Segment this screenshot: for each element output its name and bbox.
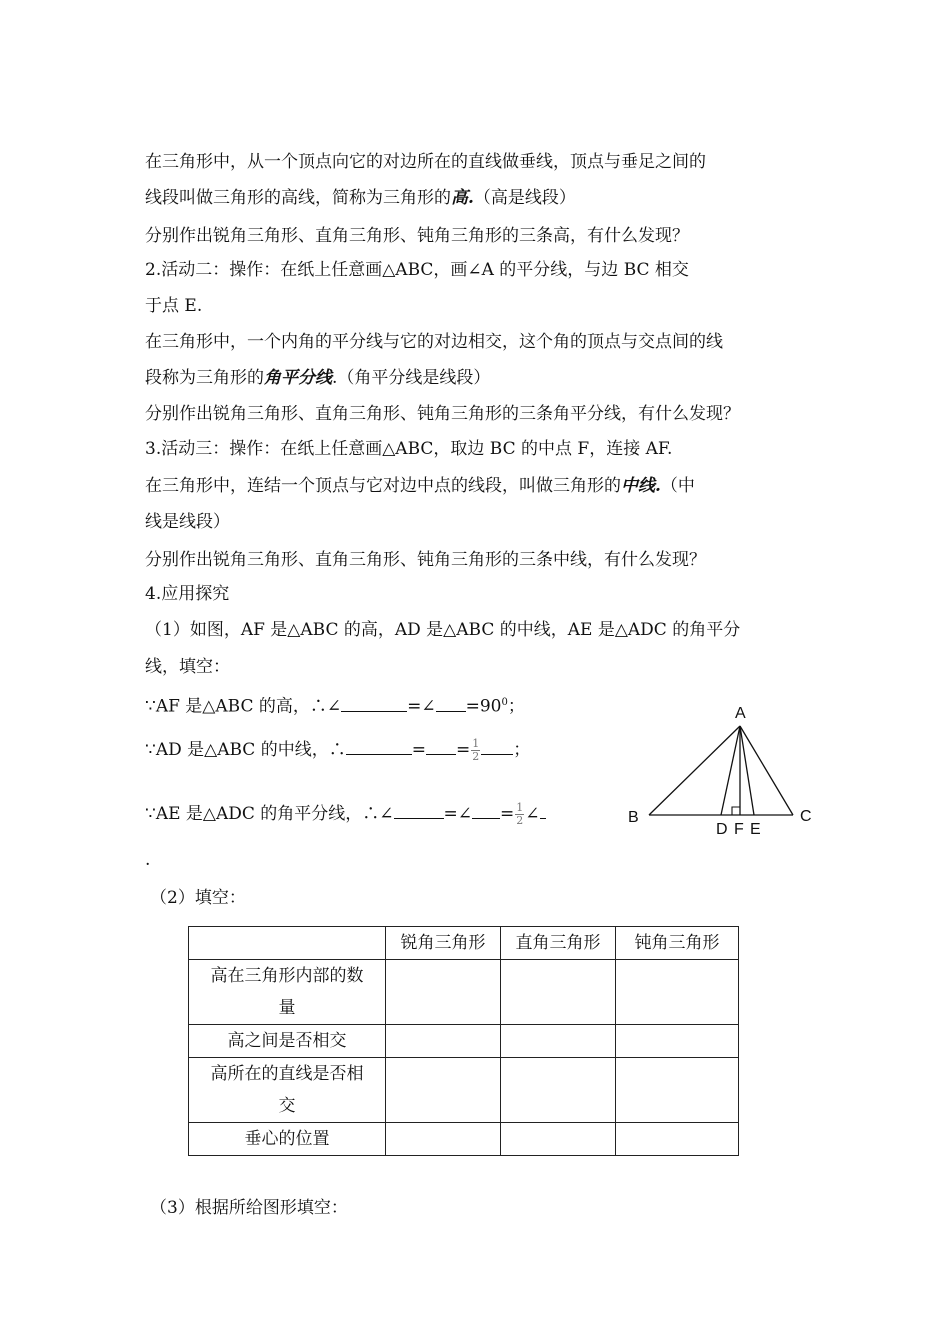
text: =∠ (443, 804, 473, 824)
text: = (455, 740, 471, 760)
activity-2: 2.活动二：操作：在纸上任意画△ABC，画∠A 的平分线，与边 BC 相交 (145, 260, 689, 280)
answer-cell[interactable] (501, 1025, 616, 1058)
text: ∵AD 是△ABC 的中线，∴ (145, 740, 346, 760)
text: .（角平分线是线段） (332, 368, 491, 388)
row-label: 高之间是否相交 (189, 1025, 386, 1058)
label-b: B (628, 809, 639, 826)
term-bisector: 角平分线 (264, 368, 332, 388)
def-height-line-1: 在三角形中，从一个顶点向它的对边所在的直线做垂线，顶点与垂足之间的 (145, 152, 706, 172)
degree-sup: 0 (501, 697, 508, 708)
bisector-ae (740, 726, 754, 815)
table-row (189, 1058, 739, 1123)
table-row (189, 960, 739, 1025)
text: =∠ (407, 696, 436, 717)
answer-cell[interactable] (386, 1025, 501, 1058)
table-row (189, 1123, 739, 1156)
answer-cell[interactable] (386, 960, 501, 1025)
def-median-line-1 (145, 474, 695, 498)
task-medians: 分别作出锐角三角形、直角三角形、钝角三角形的三条中线，有什么发现？ (145, 550, 706, 570)
answer-cell[interactable] (386, 1123, 501, 1156)
text: ； (513, 740, 531, 760)
header-cell: 钝角三角形 (616, 927, 739, 960)
fraction-half: $\frac{1}{2}$ (516, 801, 524, 827)
question-1-line-2: 线，填空： (145, 657, 230, 677)
header-cell (189, 927, 386, 960)
answer-cell[interactable] (616, 1058, 739, 1123)
question-1-line-1: （1）如图，AF 是△ABC 的高，AD 是△ABC 的中线，AE 是△ADC 的角平分 (145, 620, 741, 640)
text: = (500, 804, 515, 824)
blank[interactable] (346, 736, 412, 755)
fill-median (145, 736, 530, 763)
def-bisector-line-1: 在三角形中，一个内角的平分线与它的对边相交，这个角的顶点与交点间的线 (145, 332, 723, 352)
altitude-table (188, 926, 739, 1156)
text: =90 (465, 696, 502, 717)
text: 线段叫做三角形的高线，简称为三角形的 (145, 188, 451, 208)
triangle-figure (620, 700, 820, 840)
right-angle-mark (732, 807, 740, 815)
answer-cell[interactable] (501, 1123, 616, 1156)
activity-2-cont: 于点 E. (145, 296, 203, 316)
part-3-title: （3）根据所给图形填空： (150, 1198, 348, 1218)
answer-cell[interactable] (501, 960, 616, 1025)
median-ad (721, 726, 740, 815)
blank[interactable] (394, 800, 444, 819)
text: ∵AF 是△ABC 的高，∴∠ (145, 696, 342, 717)
part-2-title: （2）填空： (150, 888, 246, 908)
header-cell: 锐角三角形 (386, 927, 501, 960)
def-height-line-2 (145, 186, 576, 210)
blank[interactable] (481, 736, 513, 755)
stray-dot: . (145, 850, 151, 870)
row-label: 高在三角形内部的数 量 (189, 960, 386, 1025)
label-e: E (750, 821, 761, 838)
activity-3: 3.活动三：操作：在纸上任意画△ABC，取边 BC 的中点 F，连接 AF. (145, 439, 673, 459)
label-a: A (735, 705, 746, 722)
segment-ab (649, 726, 740, 815)
row-label: 垂心的位置 (189, 1123, 386, 1156)
label-c: C (800, 808, 812, 825)
segment-ac (740, 726, 793, 815)
term-median: 中线. (621, 476, 661, 496)
blank[interactable] (540, 800, 546, 819)
answer-cell[interactable] (616, 1123, 739, 1156)
blank[interactable] (436, 693, 466, 712)
answer-cell[interactable] (386, 1058, 501, 1123)
section-4-title: 4.应用探究 (145, 584, 230, 604)
text: （高是线段） (473, 188, 576, 208)
answer-cell[interactable] (616, 960, 739, 1025)
blank[interactable] (472, 800, 500, 819)
label-d: D (716, 821, 728, 838)
term-height: 高. (451, 188, 474, 208)
text: （中 (660, 476, 695, 496)
header-cell: 直角三角形 (501, 927, 616, 960)
row-label: 高所在的直线是否相 交 (189, 1058, 386, 1123)
fill-bisector (145, 800, 546, 827)
answer-cell[interactable] (616, 1025, 739, 1058)
table-header-row (189, 927, 739, 960)
text: ∵AE 是△ADC 的角平分线，∴∠ (145, 804, 394, 824)
answer-cell[interactable] (501, 1058, 616, 1123)
text: ∠ (525, 804, 540, 824)
text: 在三角形中，连结一个顶点与它对边中点的线段，叫做三角形的 (145, 476, 621, 496)
fraction-half: $\frac{1}{2}$ (472, 737, 480, 763)
blank[interactable] (426, 736, 456, 755)
text: = (411, 740, 426, 760)
text: 段称为三角形的 (145, 368, 264, 388)
task-heights: 分别作出锐角三角形、直角三角形、钝角三角形的三条高，有什么发现？ (145, 226, 689, 246)
table-row (189, 1025, 739, 1058)
task-bisectors: 分别作出锐角三角形、直角三角形、钝角三角形的三条角平分线，有什么发现？ (145, 404, 740, 424)
def-median-line-2: 线是线段） (145, 512, 230, 532)
text: ； (507, 696, 525, 717)
def-bisector-line-2 (145, 366, 490, 390)
label-f: F (734, 821, 744, 838)
blank[interactable] (341, 693, 407, 712)
fill-height (145, 691, 525, 719)
